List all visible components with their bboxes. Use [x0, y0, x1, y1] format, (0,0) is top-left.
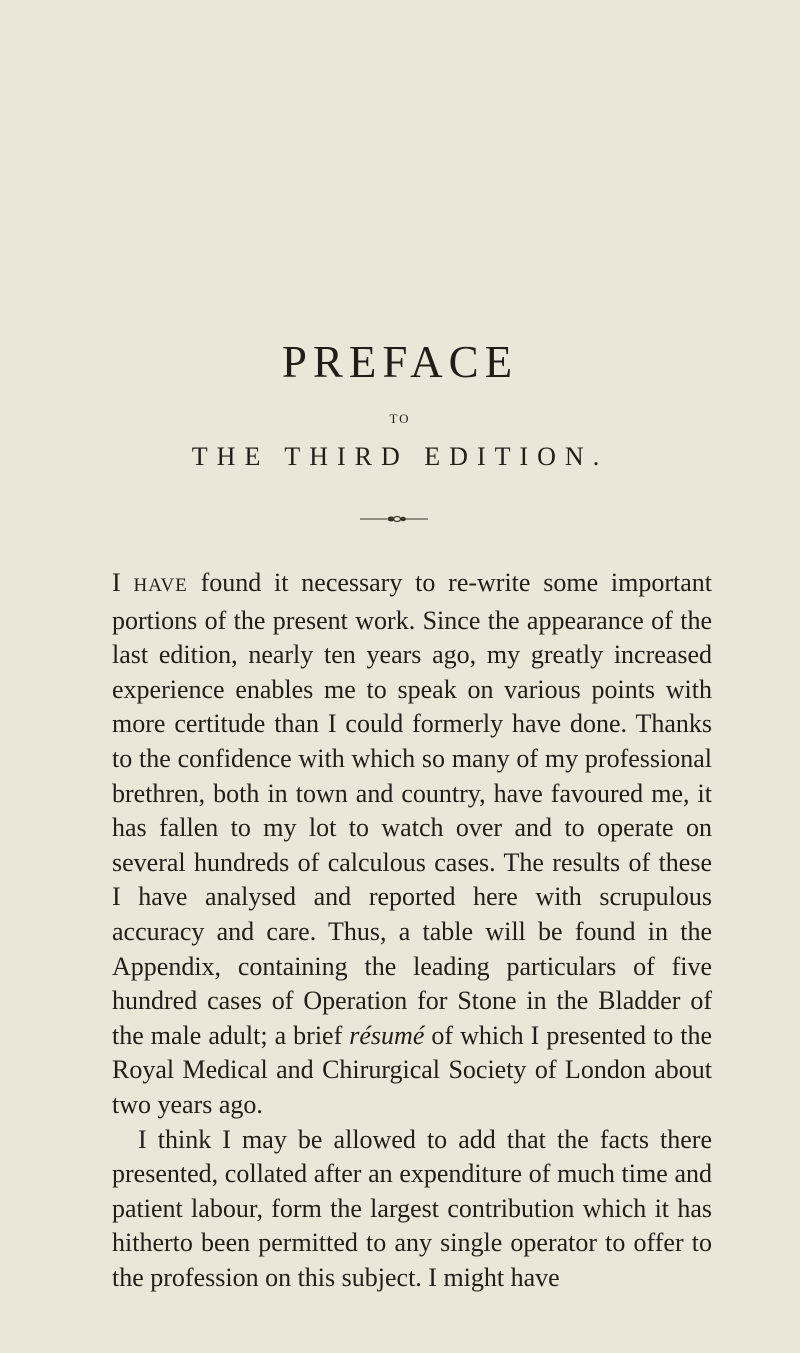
lead-word: I — [112, 568, 121, 597]
paragraph-2: I think I may be allowed to add that the facts there presented, collated after an expenditure of much time and patient labour, form the largest contribution which it has hitherto been permitted to any single operator to offer to the profession on this subject. I might have — [112, 1124, 712, 1292]
paragraph-1 — [112, 566, 712, 1123]
italic-term: résumé — [349, 1020, 425, 1050]
preface-body — [112, 566, 712, 1295]
title-connector: TO — [389, 411, 411, 426]
page-subtitle: THE THIRD EDITION. — [191, 442, 609, 471]
paragraph-1-tail: of which I presented to the Royal Medical and Chirurgical Society of London about two years ago. — [112, 1020, 712, 1119]
ornament-divider — [360, 514, 428, 524]
paragraph-1-text: found it necessary to re-write some important portions of the present work. Since the appearance of the last edition, nearly ten years ago, my greatly increased experience enables me to speak on various points with more certitude than I could formerly have done. Thanks to the confidence with which so many of my professional brethren, both in town and country, have favoured me, it has fallen to my lot to watch over and to operate on several hundreds of calculous cases. The results of these I have analysed and reported here with scrupulous accuracy and care. Thus, a table will be found in the Appendix, containing the leading particulars of five hundred cases of Operation for Stone in the Bladder of the male adult; a brief — [112, 568, 712, 1050]
page-title: PREFACE — [281, 337, 519, 387]
lead-smallcaps: HAVE — [133, 575, 188, 596]
